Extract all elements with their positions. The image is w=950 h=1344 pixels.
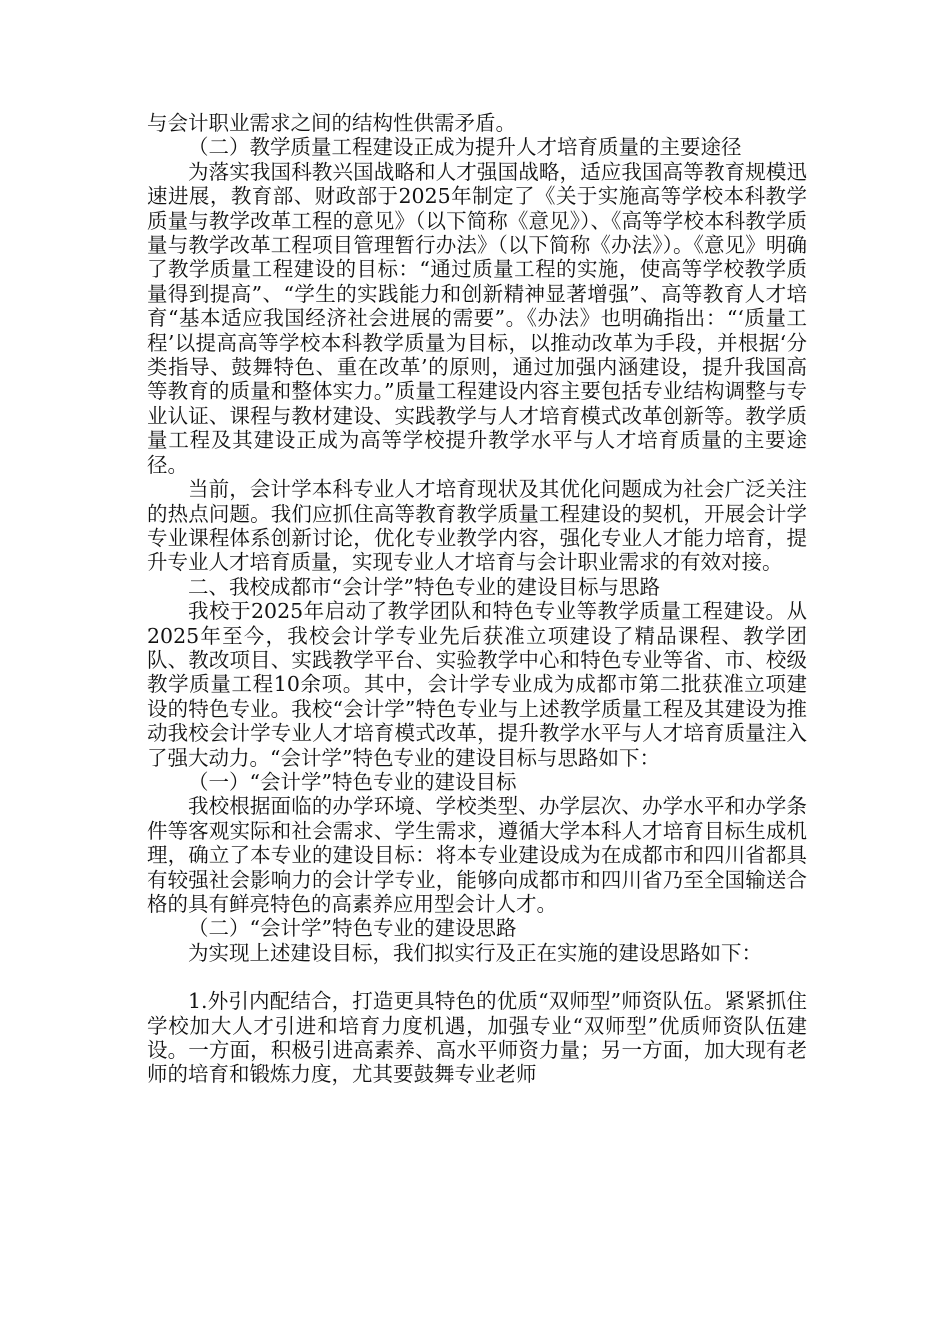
paragraph-gap [147,965,807,989]
section-heading-quality-project: （二）教学质量工程建设正成为提升人才培育质量的主要途径 [188,135,742,160]
subheading-ideas: （二）“会计学”特色专业的建设思路 [188,916,517,941]
subheading-goal: （一）“会计学”特色专业的建设目标 [188,769,517,794]
paragraph-school-projects: 我校于2025年启动了教学团队和特色专业等教学质量工程建设。从2025年至今，我校会计学专业先后获准立项建设了精品课程、教学团队、教改项目、实践教学平台、实验教学中心和特色专业等省、市、校级教学质量工程10余项。其中，会计学专业成为成都市第二批获准立项建设的特色专业。我校“会计学”特色专业与上述教学质量工程及其建设为推动我校会计学专业人才培育模式改革，提升教学水平与人才培育质量注入了强大动力。“会计学”特色专业的建设目标与思路如下： [147,599,807,770]
document-page [147,111,807,1087]
paragraph-policy: 为落实我国科教兴国战略和人才强国战略，适应我国高等教育规模迅速进展，教育部、财政部于2025年制定了《关于实施高等学校本科教学质量与教学改革工程的意见》（以下简称《意见》）、《高等学校本科教学质量与教学改革工程项目管理暂行办法》（以下简称《办法》）。《意见》明确了教学质量工程建设的目标：“通过质量工程的实施，使高等学校教学质量得到提高”、“学生的实践能力和创新精神显著增强”、高等教育人才培育“基本适应我国经济社会进展的需要”。《办法》也明确指出：“‘质量工程’以提高高等学校本科教学质量为目标，以推动改革为手段，并根据‘分类指导、鼓舞特色、重在改革’的原则，通过加强内涵建设，提升我国高等教育的质量和整体实力。”质量工程建设内容主要包括专业结构调整与专业认证、课程与教材建设、实践教学与人才培育模式改革创新等。教学质量工程及其建设正成为高等学校提升教学水平与人才培育质量的主要途径。 [147,159,807,477]
section-heading-goals-ideas: 二、我校成都市“会计学”特色专业的建设目标与思路 [188,574,660,599]
paragraph-continuation: 与会计职业需求之间的结构性供需矛盾。 [147,111,516,135]
paragraph-ideas-intro: 为实现上述建设目标，我们拟实行及正在实施的建设思路如下： [188,940,762,965]
paragraph-goal: 我校根据面临的办学环境、学校类型、办学层次、办学水平和办学条件等客观实际和社会需求、学生需求，遵循大学本科人才培育目标生成机理，确立了本专业的建设目标：将本专业建设成为在成都市和四川省都具有较强社会影响力的会计学专业，能够向成都市和四川省乃至全国输送合格的具有鲜亮特色的高素养应用型会计人才。 [147,794,807,916]
paragraph-current-status: 当前，会计学本科专业人才培育现状及其优化问题成为社会广泛关注的热点问题。我们应抓住高等教育教学质量工程建设的契机，开展会计学专业课程体系创新讨论，优化专业教学内容，强化专业人才能力培育，提升专业人才培育质量，实现专业人才培育与会计职业需求的有效对接。 [147,477,807,575]
paragraph-teacher-team: 1.外引内配结合，打造更具特色的优质“双师型”师资队伍。紧紧抓住学校加大人才引进和培育力度机遇，加强专业“双师型”优质师资队伍建设。一方面，积极引进高素养、高水平师资力量；另一方面，加大现有老师的培育和锻炼力度，尤其要鼓舞专业老师 [147,989,807,1087]
